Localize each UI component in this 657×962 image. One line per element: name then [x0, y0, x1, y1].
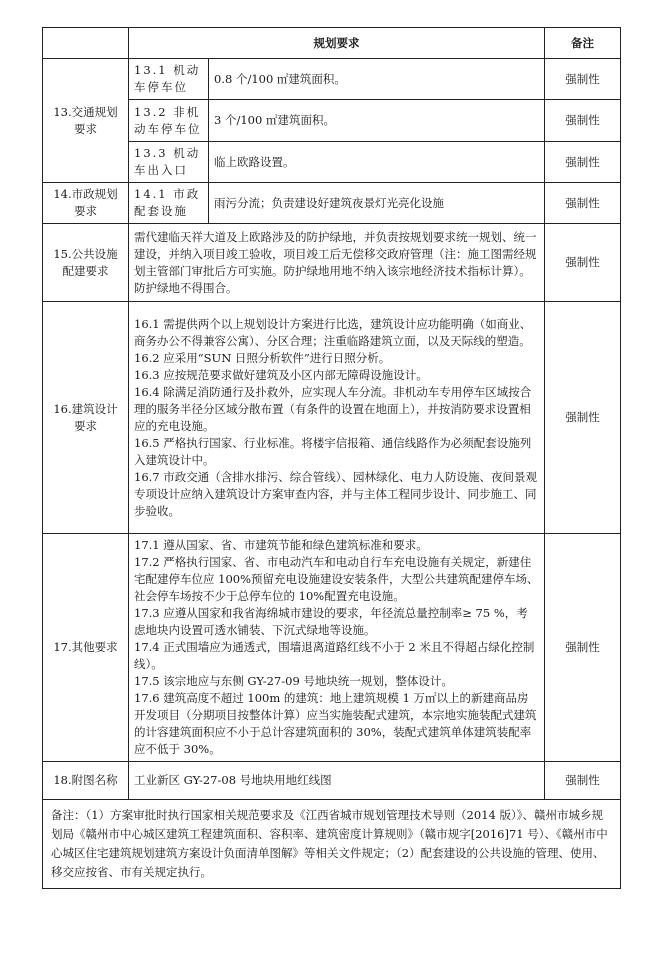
planning-requirements-table: [42, 27, 621, 889]
category-cell: 15.公共设施配建要求: [43, 224, 129, 302]
clause-17-3: 17.3 应遵从国家和我省海绵城市建设的要求，年径流总量控制率≥ 75 %，考虑地块内设置可透水铺装、下沉式绿地等设施。: [134, 606, 528, 637]
clause-16-3: 16.3 应按规范要求做好建筑及小区内部无障碍设施设计。: [134, 367, 428, 382]
requirement-cell: 3 个/100 ㎡建筑面积。: [209, 100, 545, 142]
requirement-cell: 需代建临天祥大道及上欧路涉及的防护绿地，并负责按规划要求统一规划、统一建设，并纳入项目竣工验收，项目竣工后无偿移交政府管理（注：施工图需经规划主管部门审批后方可实施。防护绿地用地不纳入该宗地经济技术指标计算）。防护绿地不得围合。: [129, 224, 545, 302]
category-cell: 13.交通规划要求: [43, 59, 129, 183]
category-cell: 16.建筑设计要求: [43, 302, 129, 534]
remark-cell: 强制性: [545, 100, 621, 142]
table-row: [43, 142, 621, 183]
header-requirements: 规划要求: [129, 28, 545, 59]
requirement-cell: 0.8 个/100 ㎡建筑面积。: [209, 59, 545, 100]
category-cell: 17.其他要求: [43, 534, 129, 762]
table-header-row: [43, 28, 621, 59]
clause-17-4: 17.4 正式围墙应为通透式，围墙退离道路红线不小于 2 米且不得超占绿化控制线）。: [134, 640, 535, 671]
table-row: [43, 100, 621, 142]
requirement-cell: [129, 302, 545, 534]
notes-row: [43, 800, 621, 889]
clause-17-6: 17.6 建筑高度不超过 100m 的建筑：地上建筑规模 1 万㎡以上的新建商品房开发项目（分期项目按整体计算）应当实施装配式建筑，本宗地实施装配式建筑的计容建筑面积应不小于总计容建筑面积的 30%，装配式建筑单体建筑装配率应不低于 30%。: [134, 691, 537, 756]
category-cell: 14.市政规划要求: [43, 183, 129, 224]
remark-cell: 强制性: [545, 183, 621, 224]
clause-16-7: 16.7 市政交通（含排水排污、综合管线）、园林绿化、电力人防设施、夜间景观专项设计应纳入建筑设计方案审查内容，并与主体工程同步设计、同步施工、同步验收。: [134, 469, 538, 518]
table-row: [43, 762, 621, 800]
subcategory-cell: 13.3 机动车出入口: [129, 142, 209, 183]
requirement-cell: 雨污分流；负责建设好建筑夜景灯光亮化设施: [209, 183, 545, 224]
requirement-cell: 工业新区 GY-27-08 号地块用地红线图: [129, 762, 545, 800]
requirement-cell: [129, 534, 545, 762]
clause-16-1: 16.1 需提供两个以上规划设计方案进行比选，建筑设计应功能明确（如商业、商务办公不得兼容公寓）、分区合理；注重临路建筑立面，以及天际线的塑造。: [134, 316, 532, 348]
subcategory-cell: 13.2 非机动车停车位: [129, 100, 209, 142]
table-row: [43, 224, 621, 302]
clause-16-4: 16.4 除满足消防通行及扑救外，应实现人车分流。非机动车专用停车区域按合理的服务半径分区域分散布置（有条件的设置在地面上），并按消防要求设置相应的充电设施。: [134, 384, 532, 433]
table-row: [43, 302, 621, 534]
remark-cell: 强制性: [545, 142, 621, 183]
clause-16-2: 16.2 应采用“SUN 日照分析软件”进行日照分析。: [134, 350, 391, 365]
category-cell: 18.附图名称: [43, 762, 129, 800]
remark-cell: 强制性: [545, 762, 621, 800]
subcategory-cell: 13.1 机动车停车位: [129, 59, 209, 100]
remark-cell: 强制性: [545, 59, 621, 100]
notes-cell: 备注：（1）方案审批时执行国家相关规范要求及《江西省城市规划管理技术导则（2014 版）》、赣州市城乡规划局《赣州市中心城区建筑工程建筑面积、容积率、建筑密度计算规则》（赣市规字[2016]71 号）、《赣州市中心城区住宅建筑规划建筑方案设计负面清单图解》等相关文件规定；（2）配套建设的公共设施的管理、使用、移交应按省、市有关规定执行。: [43, 800, 621, 889]
requirement-cell: 临上欧路设置。: [209, 142, 545, 183]
clause-17-5: 17.5 该宗地应与东侧 GY-27-09 号地块统一规划，整体设计。: [134, 674, 453, 688]
remark-cell: 强制性: [545, 302, 621, 534]
table-row: [43, 183, 621, 224]
subcategory-cell: 14.1 市政配套设施: [129, 183, 209, 224]
table-row: [43, 534, 621, 762]
header-blank: [43, 28, 129, 59]
requirements-document: [42, 27, 620, 889]
remark-cell: 强制性: [545, 224, 621, 302]
header-remarks: 备注: [545, 28, 621, 59]
clause-17-2: 17.2 严格执行国家、省、市电动汽车和电动自行车充电设施有关规定，新建住宅配建停车位应 100%预留充电设施建设安装条件，大型公共建筑配建停车场、社会停车场按不少于总停车位的 10%配置充电设施。: [134, 555, 539, 603]
table-row: [43, 59, 621, 100]
remark-cell: 强制性: [545, 534, 621, 762]
clause-17-1: 17.1 遵从国家、省、市建筑节能和绿色建筑标准和要求。: [134, 538, 428, 552]
clause-16-5: 16.5 严格执行国家、行业标准。将楼宇信报箱、通信线路作为必须配套设施列入建筑设计中。: [134, 435, 532, 467]
